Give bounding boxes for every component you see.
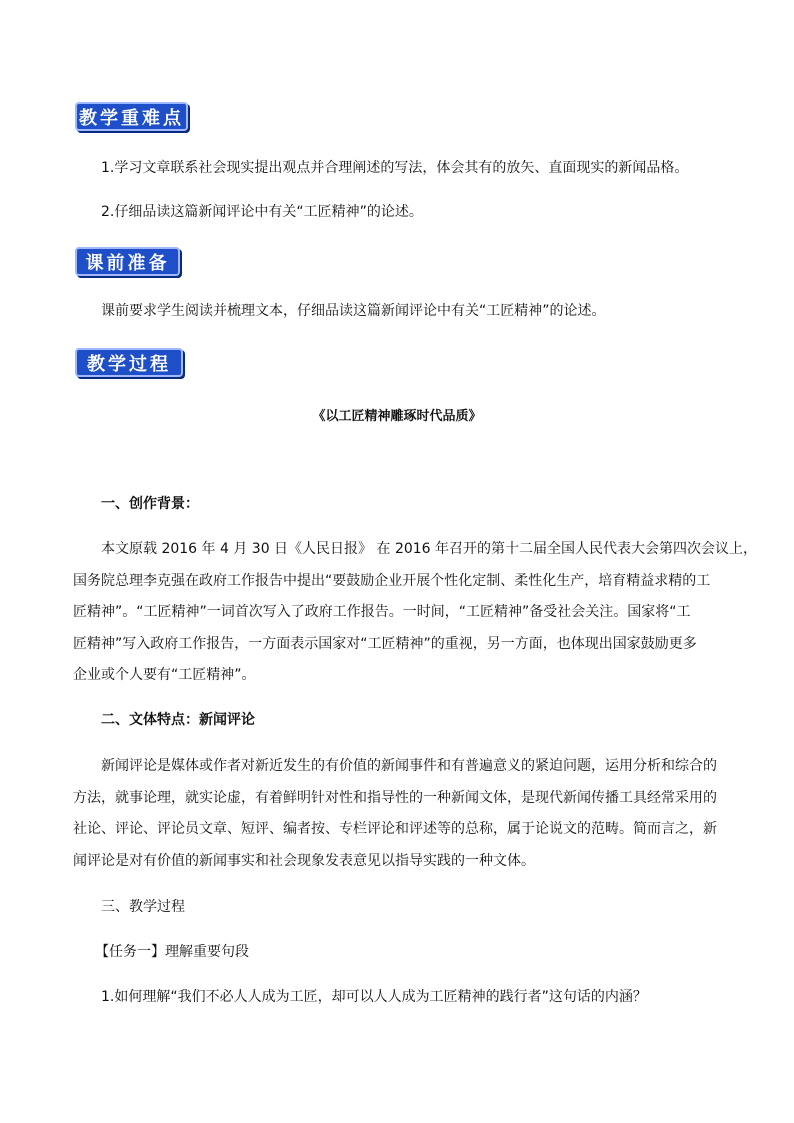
background-line-5: 企业或个人要有“工匠精神”。 — [73, 667, 256, 683]
article-title: 《以工匠精神雕琢时代品质》 — [312, 409, 482, 424]
process-heading: 三、教学过程 — [101, 899, 185, 915]
task-heading: 【任务一】理解重要句段 — [95, 944, 249, 960]
genre-line-3: 社论、评论、评论员文章、短评、编者按、专栏评论和评述等的总称，属于论说文的范畴。简而言之，新 — [73, 821, 717, 837]
background-line-1: 本文原载 2016 年 4 月 30 日《人民日报》 在 2016 年召开的第十二届全国人民代表大会第四次会议上， — [101, 541, 758, 557]
question-1: 1.如何理解“我们不必人人成为工匠，却可以人人成为工匠精神的践行者”这句话的内涵？ — [101, 989, 647, 1005]
badge-difficulty: 教学重难点 — [75, 102, 188, 131]
background-paragraph — [73, 534, 758, 692]
genre-heading: 二、文体特点：新闻评论 — [101, 712, 255, 728]
difficulty-item-1: 1.学习文章联系社会现实提出观点并合理阐述的写法，体会其有的放矢、直面现实的新闻品格。 — [101, 160, 689, 176]
background-line-4: 匠精神”写入政府工作报告，一方面表示国家对“工匠精神”的重视，另一方面，也体现出国家鼓励更多 — [73, 635, 697, 652]
background-line-3: 匠精神”。“工匠精神”一词首次写入了政府工作报告。一时间，“工匠精神”备受社会关注。国家将“工 — [73, 604, 691, 620]
background-heading: 一、创作背景： — [101, 496, 199, 512]
genre-line-4: 闻评论是对有价值的新闻事实和社会现象发表意见以指导实践的一种文体。 — [73, 852, 535, 869]
background-line-2: 国务院总理李克强在政府工作报告中提出“要鼓励企业开展个性化定制、柔性化生产，培育精益求精的工 — [73, 572, 711, 589]
preparation-text: 课前要求学生阅读并梳理文本，仔细品读这篇新闻评论中有关“工匠精神”的论述。 — [101, 303, 606, 319]
genre-line-1: 新闻评论是媒体或作者对新近发生的有价值的新闻事件和有普遍意义的紧迫问题，运用分析和综合的 — [101, 758, 717, 774]
genre-paragraph — [73, 751, 721, 877]
genre-line-2: 方法，就事论理，就实论虚，有着鲜明针对性和指导性的一种新闻文体，是现代新闻传播工具经常采用的 — [73, 789, 717, 806]
badge-preparation: 课前准备 — [75, 247, 180, 276]
difficulty-item-2: 2.仔细品读这篇新闻评论中有关“工匠精神”的论述。 — [101, 204, 423, 220]
badge-process: 教学过程 — [75, 348, 183, 377]
